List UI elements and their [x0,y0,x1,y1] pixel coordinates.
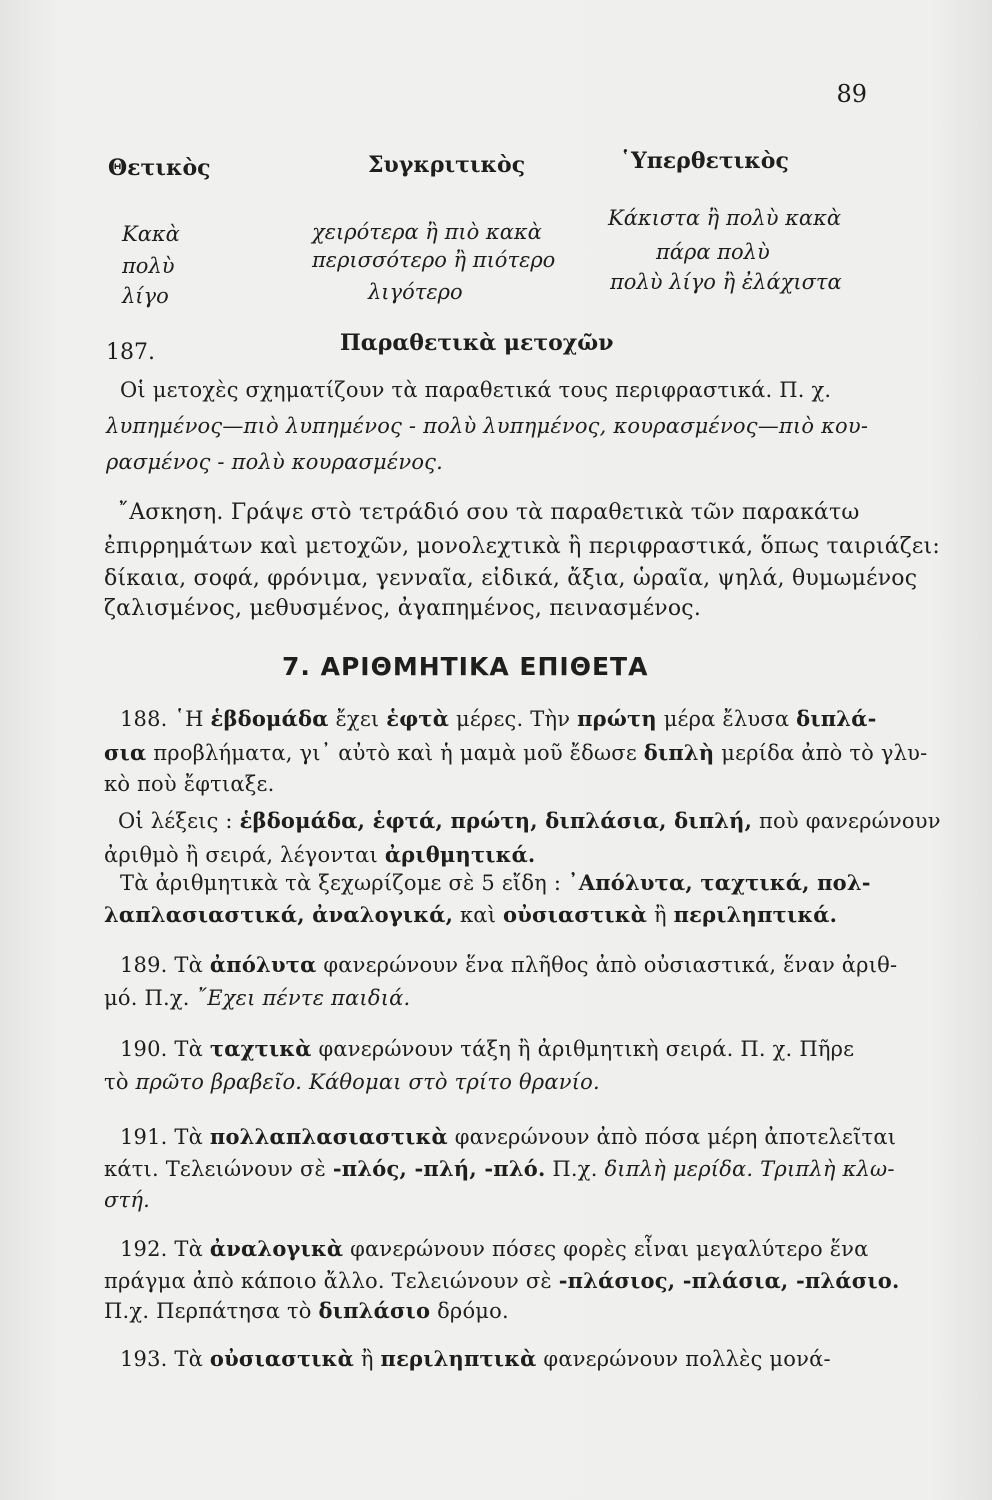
table-cell: λιγότερο [368,280,463,304]
table-cell: πολὺ λίγο ἢ ἐλάχιστα [610,270,842,294]
page-number: 89 [836,80,867,108]
table-cell: πάρα πολὺ [656,240,770,264]
text-line: κὸ ποὺ ἔφτιαξε. [104,772,275,796]
text-line: ζαλισμένος, μεθυσμένος, ἀγαπημένος, πεινασμένος. [104,596,702,621]
text-line: 189. Τὰ ἀπόλυτα φανερώνουν ἕνα πλῆθος ἀπὸ οὐσιαστικά, ἕναν ἀριθ- [120,952,898,977]
table-cell: χειρότερα ἢ πιὸ κακὰ [312,220,542,244]
text-line: λυπημένος—πιὸ λυπημένος - πολὺ λυπημένος, κουρασμένος—πιὸ κου- [106,414,869,438]
text-line: κάτι. Τελειώνουν σὲ -πλός, -πλή, -πλό. Π.χ. διπλὴ μερίδα. Τριπλὴ κλω- [104,1156,895,1181]
section-title-187: Παραθετικὰ μετοχῶν [340,330,614,356]
text-line: 190. Τὰ ταχτικὰ φανερώνουν τάξη ἢ ἀριθμητικὴ σειρά. Π. χ. Πῆρε [120,1036,855,1061]
chapter-title: 7. ΑΡΙΘΜΗΤΙΚΑ ΕΠΙΘΕΤΑ [282,652,649,681]
table-cell: πολὺ [122,254,175,278]
text-line: 192. Τὰ ἀναλογικὰ φανερώνουν πόσες φορὲς εἶναι μεγαλύτερο ἕνα [120,1236,869,1261]
text-line: ἀριθμὸ ἢ σειρά, λέγονται ἀριθμητικά. [104,842,536,867]
header-positive: Θετικὸς [108,155,211,181]
text-line: Οἱ μετοχὲς σχηματίζουν τὰ παραθετικά τους περιφραστικά. Π. χ. [120,378,832,402]
table-cell: λίγο [122,284,169,308]
text-line: 191. Τὰ πολλαπλασιαστικὰ φανερώνουν ἀπὸ πόσα μέρη ἀποτελεῖται [120,1124,897,1149]
text-line: λαπλασιαστικά, ἀναλογικά, καὶ οὐσιαστικὰ ἢ περιληπτικά. [104,902,838,927]
text-line: Οἱ λέξεις : ἑβδομάδα, ἑφτά, πρώτη, διπλάσια, διπλή, ποὺ φανερώνουν [118,808,941,833]
table-cell: Κάκιστα ἢ πολὺ κακὰ [608,206,842,230]
section-number-187: 187. [106,340,155,365]
text-line: 188. ῾Η ἑβδομάδα ἔχει ἑφτὰ μέρες. Τὴν πρώτη μέρα ἔλυσα διπλά- [120,706,877,731]
text-line: τὸ πρῶτο βραβεῖο. Κάθομαι στὸ τρίτο θρανίο. [104,1070,600,1094]
text-line: Π.χ. Περπάτησα τὸ διπλάσιο δρόμο. [104,1298,509,1323]
text-line: ρασμένος - πολὺ κουρασμένος. [106,450,443,474]
text-line: στή. [104,1188,151,1212]
header-comparative: Συγκριτικὸς [368,152,526,178]
text-line: πράγμα ἀπὸ κάποιο ἄλλο. Τελειώνουν σὲ -πλάσιος, -πλάσια, -πλάσιο. [104,1268,900,1293]
text-line: 193. Τὰ οὐσιαστικὰ ἢ περιληπτικὰ φανερώνουν πολλὲς μονά- [120,1346,831,1371]
text-line: δίκαια, σοφά, φρόνιμα, γενναῖα, εἰδικά, ἄξια, ὡραῖα, ψηλά, θυμωμένος [104,566,918,591]
text-line: Τὰ ἀριθμητικὰ τὰ ξεχωρίζομε σὲ 5 εἴδη : ᾿Απόλυτα, ταχτικά, πολ- [120,870,871,895]
text-line: ῎Ασκηση. Γράψε στὸ τετράδιό σου τὰ παραθετικὰ τῶν παρακάτω [118,500,860,525]
table-cell: Κακὰ [122,222,180,246]
table-cell: περισσότερο ἢ πιότερο [312,248,556,272]
text-line: μό. Π.χ. ῎Εχει πέντε παιδιά. [104,986,411,1010]
text-line: σια προβλήματα, γι᾿ αὐτὸ καὶ ἡ μαμὰ μοῦ ἔδωσε διπλὴ μερίδα ἀπὸ τὸ γλυ- [104,740,928,765]
text-line: ἐπιρρημάτων καὶ μετοχῶν, μονολεχτικὰ ἢ περιφραστικά, ὅπως ταιριάζει: [104,534,940,559]
header-superlative: ῾Υπερθετικὸς [620,148,789,174]
